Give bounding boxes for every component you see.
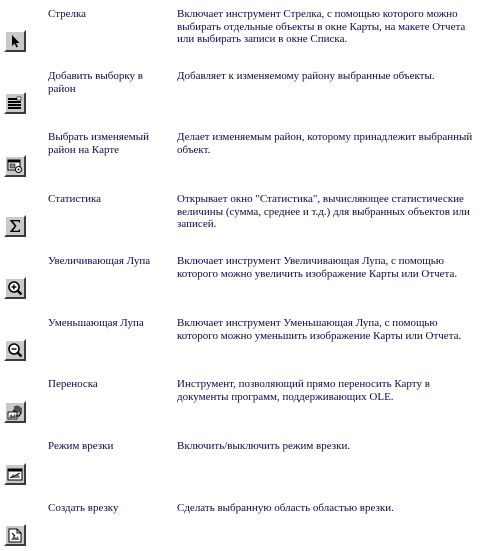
tool-name: Создать врезку <box>48 502 119 514</box>
tool-description: Включает инструмент Стрелка, с помощью которого можно выбирать отдельные объекты в окне Карты, на макете Отчета или выбирать записи в окне Списка. <box>177 8 466 45</box>
tool-name: Добавить выборку в район <box>48 70 143 95</box>
tool-description: Включает инструмент Увеличивающая Лупа, с помощью которого можно увеличить изображение Карты или Отчета. <box>177 255 458 280</box>
zoom-out-icon[interactable] <box>4 339 26 361</box>
tool-description: Включить/выключить режим врезки. <box>177 440 351 452</box>
tool-description: Открывает окно "Статистика", вычисляющее статистические величины (сумма, среднее и т.д.) для выбранных объектов или записей. <box>177 193 470 230</box>
tool-description: Добавляет к изменяемому району выбранные объекты. <box>177 70 435 82</box>
create-inset-icon[interactable] <box>4 524 26 546</box>
drag-map-icon[interactable] <box>4 401 26 423</box>
tool-name: Уменьшающая Лупа <box>48 317 144 329</box>
arrow-pointer-icon[interactable] <box>4 30 26 52</box>
sigma-statistics-icon[interactable] <box>4 215 26 237</box>
tool-description: Инструмент, позволяющий прямо переносить Карту в документы программ, поддерживающих OLE. <box>177 378 430 403</box>
tool-name: Статистика <box>48 193 102 205</box>
tool-description: Сделать выбранную область областью врезки. <box>177 502 394 514</box>
tool-name: Режим врезки <box>48 440 114 452</box>
add-selection-to-district-icon[interactable] <box>4 92 26 114</box>
tool-description: Делает изменяемым район, которому принадлежит выбранный объект. <box>177 131 473 156</box>
tool-name: Переноска <box>48 378 98 390</box>
tool-name: Выбрать изменяемый район на Карте <box>48 131 149 156</box>
select-editable-district-icon[interactable] <box>4 155 26 177</box>
tool-description: Включает инструмент Уменьшающая Лупа, с помощью которого можно уменьшить изображение Карты или Отчета. <box>177 317 462 342</box>
zoom-in-icon[interactable] <box>4 277 26 299</box>
tool-name: Увеличивающая Лупа <box>48 255 151 267</box>
tool-name: Стрелка <box>48 8 87 20</box>
inset-mode-icon[interactable] <box>4 463 26 485</box>
